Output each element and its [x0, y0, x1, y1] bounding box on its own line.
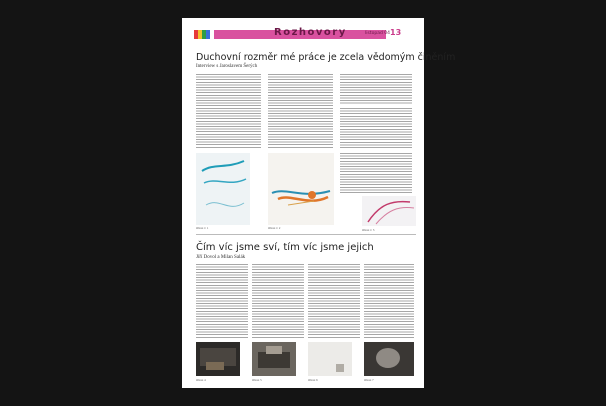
article-2-text-column-1 [196, 264, 248, 338]
figure-6 [308, 342, 352, 376]
page-number: 13 [390, 28, 402, 37]
figure-6-caption: Obraz 6 [308, 378, 318, 382]
figure-3-caption: Obraz č. 3 [362, 228, 375, 232]
article-2-subtitle: Jiří Dovol a Milan Salák [196, 255, 246, 260]
color-swatches [194, 30, 210, 39]
figure-4 [196, 342, 240, 376]
figure-3 [362, 196, 416, 226]
article-1-text-column-3b [340, 108, 412, 148]
figure-5-caption: Obraz 5 [252, 378, 262, 382]
article-divider [196, 234, 416, 235]
figure-1 [196, 153, 250, 225]
article-1-text-column-1 [196, 74, 261, 148]
article-2-text-column-3 [308, 264, 360, 338]
article-1-text-column-3c [340, 153, 412, 193]
article-1-text-column-2 [268, 74, 333, 148]
page-header [182, 18, 424, 49]
figure-2-caption: Obraz č. 2 [268, 226, 281, 230]
figure-4-caption: Obraz 4 [196, 378, 206, 382]
figure-5 [252, 342, 296, 376]
article-2-title: Čím víc jsme sví, tím víc jsme jejich [196, 242, 374, 253]
swatch-blue [206, 30, 210, 39]
figure-1-caption: Obraz č. 1 [196, 226, 209, 230]
issue-label: listopad 04 [365, 31, 390, 36]
section-title: Rozhovory [274, 27, 347, 38]
figure-7 [364, 342, 414, 376]
article-2-text-column-2 [252, 264, 304, 338]
magazine-page [182, 18, 456, 388]
figure-2 [268, 153, 334, 225]
figure-7-caption: Obraz 7 [364, 378, 374, 382]
article-1-title: Duchovní rozměr mé práce je zcela vědomým činěním [196, 52, 456, 63]
article-1-text-column-3a [340, 74, 412, 104]
article-2-text-column-4 [364, 264, 414, 338]
article-1-subtitle: Interview s Jaroslavem Šerých [196, 64, 258, 69]
